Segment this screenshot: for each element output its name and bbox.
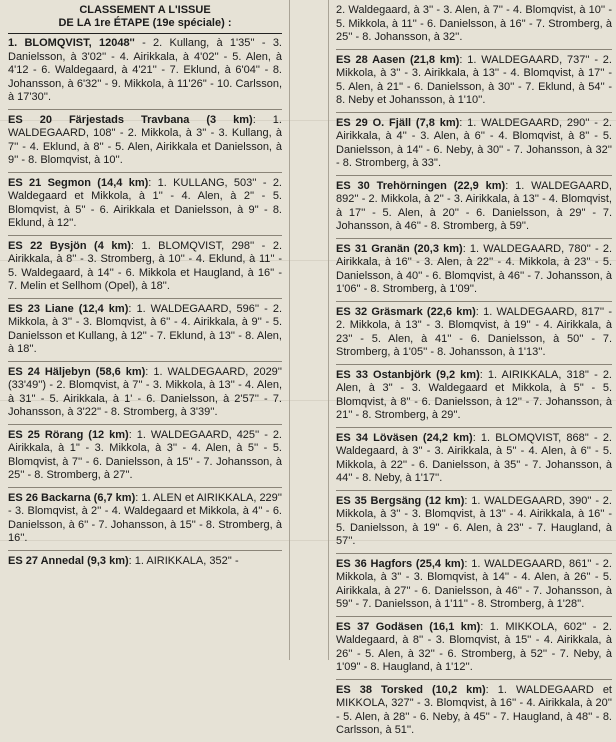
stage-result [8,555,282,569]
stage-result [8,303,282,357]
divider [336,301,612,302]
divider [336,679,612,680]
stage-result [8,492,282,546]
divider [8,424,282,425]
stage-result [336,558,612,612]
header-line-1: CLASSEMENT A L'ISSUE [79,4,211,16]
right-column [336,4,612,742]
stage-title: ES 29 O. Fjäll (7,8 km) [336,116,460,129]
stage-body: : 1. ALEN et AIRIKKALA, 229'' - 3. Blomqvist, à 2'' - 4. Waldegaard et Mikkola, à 4'' - 6. Danielsson, à 6'' - 7. Johansson, à 15'' - 8. Stromberg, à 16''. [8,491,282,544]
stage-title: ES 28 Aasen (21,8 km) [336,53,460,66]
stage-body: : 1. WALDEGAARD, 290'' - 2. Airikkala, à 4'' - 3. Alen, à 6'' - 4. Blomqvist, à 8'' - 5. Danielsson, à 14'' - 6. Neby, à 30'' - 7. Johansson, à 32'' - 8. Stromberg, à 33''. [336,116,612,169]
column-rule [328,0,329,660]
stage-body: : 1. WALDEGAARD, 108'' - 2. Mikkola, à 3'' - 3. Kullang, à 7'' - 4. Eklund, à 8'' - 5. Alen, Airikkala et Danielsson, à 9'' - 8. Blomqvist, à 10''. [8,113,282,166]
stage-result [336,54,612,108]
stage-body: : 1. BLOMQVIST, 868'' - 2. Waldegaard, à 3'' - 3. Airikkala, à 5'' - 4. Alen, à 6'' - 5. Mikkola, à 22'' - 6. Danielsson, à 35'' - 7. Johansson, à 44'' - 8. Neby, à 1'17''. [336,431,612,484]
stage-title: ES 33 Ostanbjörk (9,2 km) [336,368,480,381]
stage-result [336,4,612,45]
stage-title: ES 32 Gräsmark (22,6 km) [336,305,476,318]
stage-body: : 1. AIRIKKALA, 352'' - [128,554,239,567]
stage-title: ES 36 Hagfors (25,4 km) [336,557,465,570]
stage-body: : 1. MIKKOLA, 602'' - 2. Waldegaard, à 8'' - 3. Blomqvist, à 15'' - 4. Airikkala, à 26'' - 5. Alen, à 32'' - 6. Stromberg, à 52'' - 7. Neby, à 1'09'' - 8. Haugland, à 1'12''. [336,620,612,673]
stage-result [336,243,612,297]
right-results [336,4,612,738]
stage-title: ES 38 Torsked (10,2 km) [336,683,486,696]
stage-title: ES 31 Granän (20,3 km) [336,242,463,255]
stage-title: ES 20 Färjestads Travbana (3 km) [8,113,253,126]
stage-result [8,114,282,168]
left-results [8,37,282,568]
stage-body: : 1. WALDEGAARD, 390'' - 2. Mikkola, à 3'' - 3. Blomqvist, à 13'' - 4. Airikkala, à 16'' - 5. Danielsson, à 19'' - 6. Alen, à 23'' - 7. Haugland, à 57''. [336,494,612,547]
stage-body: : 1. AIRIKKALA, 318'' - 2. Alen, à 3'' - 3. Waldegaard et Mikkola, à 5'' - 5. Blomqvist, à 8'' - 6. Danielsson, à 12'' - 7. Johansson, à 21'' - 8. Stromberg, à 29''. [336,368,612,421]
stage-body: : 1. KULLANG, 503'' - 2. Waldegaard et Mikkola, à 1'' - 4. Alen, à 2'' - 5. Blomqvist, à 5'' - 6. Airikkala et Danielsson, à 9'' - 8. Eklund, à 12''. [8,176,282,229]
column-rule [289,0,290,660]
stage-result [336,432,612,486]
stage-body: : 1. WALDEGAARD, 2029'' (33'49'') - 2. Blomqvist, à 7'' - 3. Mikkola, à 13'' - 4. Alen, à 31'' - 5. Airikkala, à 1' - 6. Danielsson, à 2'57'' - 7. Johansson, à 3'22'' - 8. Stromberg, à 3'39''. [8,365,283,418]
stage-result [8,240,282,294]
divider [336,238,612,239]
stage-title: 1. BLOMQVIST, 12048'' [8,37,135,49]
stage-body: - 2. Kullang, à 1'35'' - 3. Danielsson, à 3'02'' - 4. Airikkala, à 4'02'' - 5. Alen, à 4'12 - 6. Waldegaard, à 4'21'' - 7. Eklund, à 6'04'' - 8. Johansson, à 6'32'' - 9. Mikkola, à 11'26'' - 10. Carlsson, à 17'30''. [8,37,282,103]
stage-result [336,621,612,675]
stage-result [336,117,612,171]
stage-body: : 1. WALDEGAARD, 425'' - 2. Airikkala, à 1'' - 3. Mikkola, à 3'' - 4. Alen, à 5'' - 5. Blomqvist, à 7'' - 6. Danielsson, à 15'' - 7. Johansson, à 25'' - 8. Stromberg, à 27''. [8,428,282,481]
stage-title: ES 27 Annedal (9,3 km) [8,554,129,567]
stage-body: 2. Waldegaard, à 3'' - 3. Alen, à 7'' - 4. Blomqvist, à 10'' - 5. Mikkola, à 11'' - 6. Danielsson, à 16'' - 7. Stromberg, à 25'' - 8. Johansson, à 32''. [336,4,612,43]
divider [336,490,612,491]
divider [336,112,612,113]
stage-body: : 1. WALDEGAARD, 861'' - 2. Mikkola, à 3'' - 3. Blomqvist, à 14'' - 4. Alen, à 26'' - 5. Airikkala, à 27'' - 6. Danielsson, à 46'' - 7. Johansson, à 59'' - 7. Danielsson, à 1'11'' - 8. Stromberg, à 1'28''. [336,557,612,610]
header-divider [8,33,282,34]
stage-body: : 1. WALDEGAARD, 817'' - 2. Mikkola, à 13'' - 3. Blomqvist, à 19'' - 4. Airikkala, à 23'' - 5. Alen, à 41'' - 6. Danielsson, à 50'' - 7. Stromberg, à 1'05'' - 8. Johansson, à 1'13''. [336,305,612,358]
stage-title: ES 24 Häljebyn (58,6 km) [8,365,146,378]
stage-title: ES 22 Bysjön (4 km) [8,239,131,252]
divider [336,175,612,176]
classification-header [8,4,282,30]
stage-result [8,366,282,420]
divider [8,487,282,488]
stage-body: : 1. WALDEGAARD, 892'' - 2. Mikkola, à 2'' - 3. Airikkala, à 13'' - 4. Blomqvist, à 17'' - 5. Alen, à 20'' - 6. Danielsson, à 29'' - 7. Johansson, à 46'' - 8. Stromberg, à 59''. [336,179,612,232]
stage-title: ES 35 Bergsäng (12 km) [336,494,465,507]
divider [336,364,612,365]
stage-body: : 1. WALDEGAARD, 737'' - 2. Mikkola, à 3'' - 3. Airikkala, à 13'' - 4. Blomqvist, à 17'' - 5. Alen, à 21'' - 6. Danielsson, à 30'' - 7. Eklund, à 54'' - 8. Neby et Johansson, à 1'10''. [336,53,612,106]
stage-result [336,306,612,360]
divider [8,109,282,110]
stage-result [8,429,282,483]
divider [336,553,612,554]
divider [8,172,282,173]
divider [8,235,282,236]
stage-body: : 1. WALDEGAARD, 596'' - 2. Mikkola, à 3'' - 3. Blomqvist, à 6'' - 4. Airikkala, à 9'' - 5. Danielsson et Kullang, à 12'' - 7. Eklund, à 13'' - 8. Alen, à 18''. [8,302,282,355]
left-column [8,4,282,572]
stage-body: : 1. WALDEGAARD et MIKKOLA, 327'' - 3. Blomqvist, à 16'' - 4. Airikkala, à 20'' - 5. Alen, à 28'' - 6. Neby, à 45'' - 7. Haugland, à 48'' - 8. Carlsson, à 51''. [336,683,612,736]
stage-result [8,37,282,105]
divider [336,49,612,50]
stage-result [336,684,612,738]
divider [8,298,282,299]
stage-title: ES 30 Trehörningen (22,9 km) [336,179,506,192]
stage-title: ES 34 Löväsen (24,2 km) [336,431,473,444]
divider [8,550,282,551]
stage-result [336,369,612,423]
divider [8,361,282,362]
stage-title: ES 21 Segmon (14,4 km) [8,176,149,189]
stage-title: ES 26 Backarna (6,7 km) [8,491,136,504]
stage-title: ES 25 Rörang (12 km) [8,428,129,441]
stage-result [8,177,282,231]
stage-result [336,180,612,234]
stage-body: : 1. BLOMQVIST, 298'' - 2. Airikkala, à 8'' - 3. Stromberg, à 10'' - 4. Eklund, à 11'' - 5. Waldegaard, à 14'' - 6. Mikkola et Haugland, à 16'' - 7. Melin et Sellhom (Opel), à 18''. [8,239,283,292]
header-line-2: DE LA 1re ÉTAPE (19e spéciale) : [58,17,232,29]
divider [336,616,612,617]
stage-title: ES 37 Godäsen (16,1 km) [336,620,481,633]
divider [336,427,612,428]
stage-body: : 1. WALDEGAARD, 780'' - 2. Airikkala, à 16'' - 3. Alen, à 22'' - 4. Mikkola, à 23'' - 5. Danielsson, à 40'' - 6. Blomqvist, à 46'' - 7. Johansson, à 1'06'' - 8. Stromberg, à 1'09''. [336,242,612,295]
stage-result [336,495,612,549]
stage-title: ES 23 Liane (12,4 km) [8,302,129,315]
